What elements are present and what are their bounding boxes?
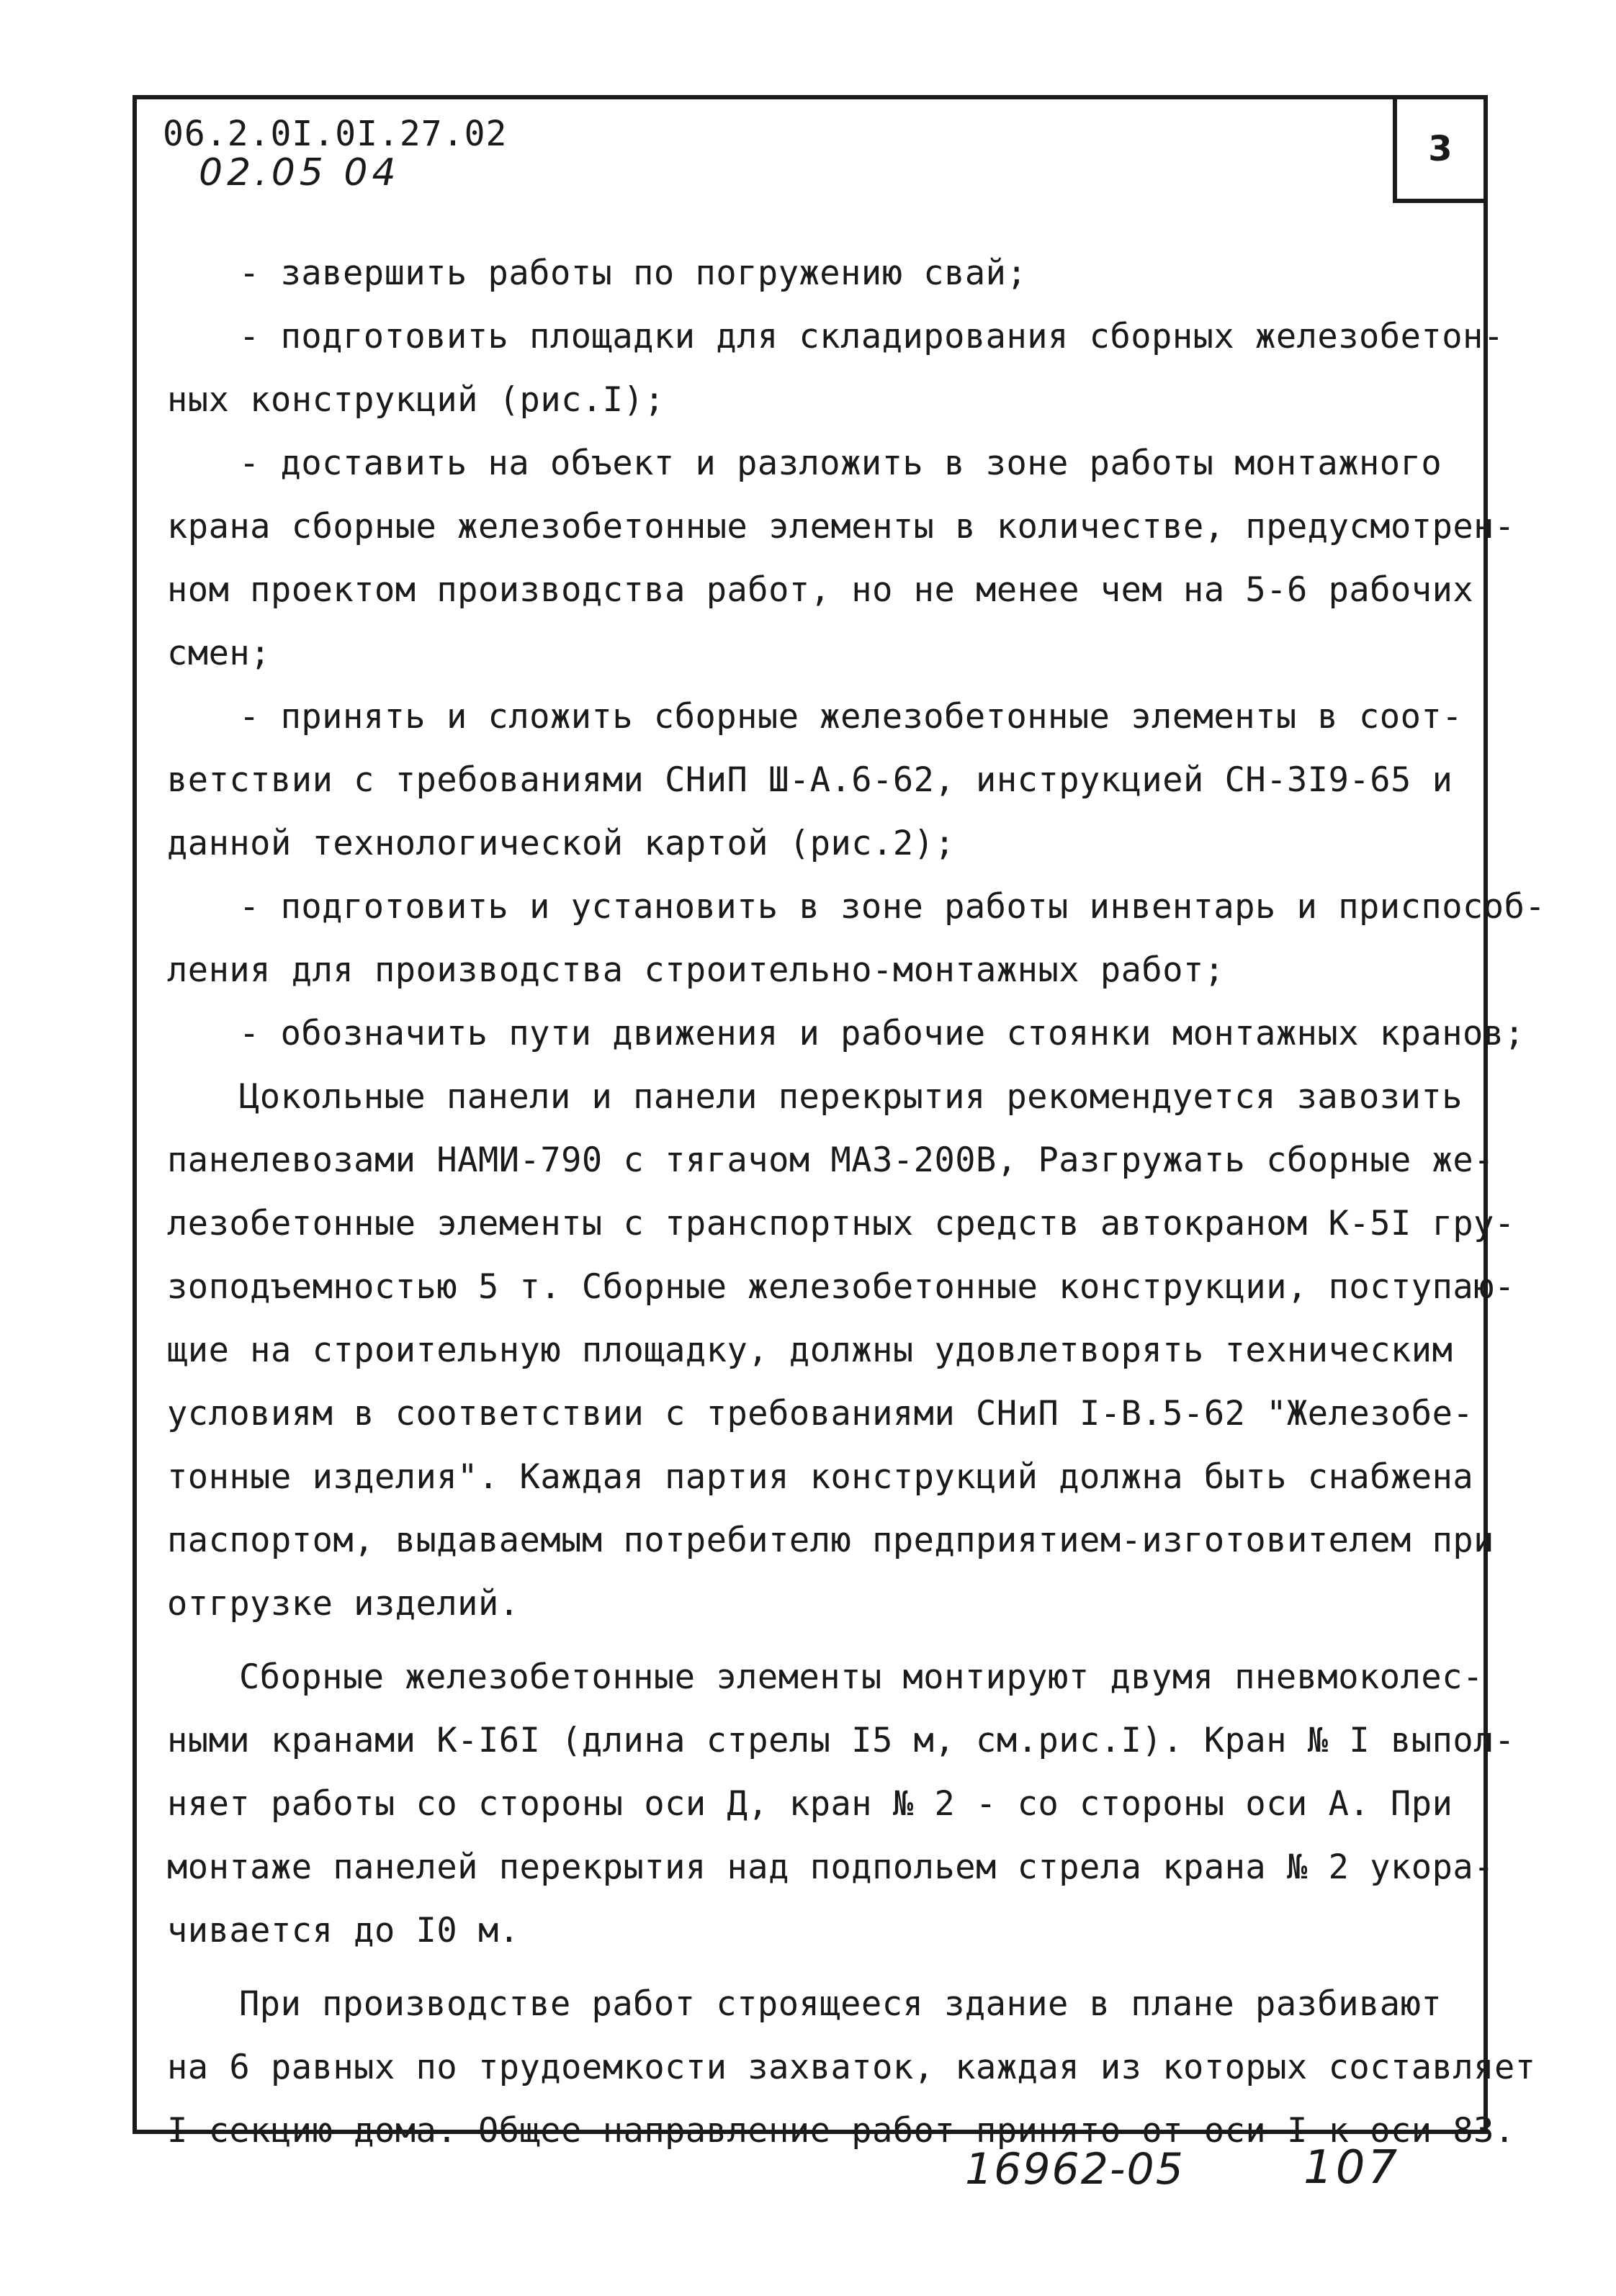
text-line: крана сборные железобетонные элементы в количестве, предусмотрен- xyxy=(167,507,1515,546)
text-line: Сборные железобетонные элементы монтируют двумя пневмоколес- xyxy=(239,1657,1483,1697)
text-line: Цокольные панели и панели перекрытия рекомендуется завозить xyxy=(239,1077,1463,1117)
text-line: данной технологической картой (рис.2); xyxy=(167,824,956,863)
text-line: отгрузке изделий. xyxy=(167,1584,520,1624)
page-number-box: 3 xyxy=(1393,95,1488,203)
text-line: ления для производства строительно-монтажных работ; xyxy=(167,950,1225,990)
text-line: лезобетонные элементы с транспортных средств автокраном К-5I гру- xyxy=(167,1204,1515,1243)
text-line: - принять и сложить сборные железобетонные элементы в соот- xyxy=(239,697,1463,737)
text-line: - подготовить площадки для складирования сборных железобетон- xyxy=(239,317,1504,356)
text-line: I секцию дома. Общее направление работ принято от оси I к оси 83. xyxy=(167,2111,1515,2151)
text-line: - обозначить пути движения и рабочие стоянки монтажных кранов; xyxy=(239,1014,1525,1053)
text-line: - доставить на объект и разложить в зоне работы монтажного xyxy=(239,444,1442,483)
footer-sheet-code: 16962-05 xyxy=(965,2144,1185,2194)
text-line: зоподъемностью 5 т. Сборные железобетонные конструкции, поступаю- xyxy=(167,1267,1515,1307)
text-line: - подготовить и установить в зоне работы инвентарь и приспособ- xyxy=(239,887,1546,927)
text-line: панелевозами НАМИ-790 с тягачом МАЗ-200В, Разгружать сборные же- xyxy=(167,1140,1494,1180)
text-line: ных конструкций (рис.I); xyxy=(167,380,665,420)
text-line: паспортом, выдаваемым потребителю предприятием-изготовителем при xyxy=(167,1521,1494,1560)
text-line: При производстве работ строящееся здание в плане разбивают xyxy=(239,1984,1442,2024)
text-line: ными кранами К-I6I (длина стрелы I5 м, см.рис.I). Кран № I выпол- xyxy=(167,1721,1515,1760)
document-code: 06.2.0I.0I.27.02 xyxy=(163,114,508,154)
text-line: на 6 равных по трудоемкости захваток, каждая из которых составляет xyxy=(167,2048,1536,2087)
text-line: - завершить работы по погружению свай; xyxy=(239,253,1028,293)
text-line: условиям в соответствии с требованиями СНиП I-В.5-62 "Железобе- xyxy=(167,1394,1474,1433)
body-text xyxy=(167,242,1546,2163)
text-line: ветствии с требованиями СНиП Ш-А.6-62, инструкцией СН-3I9-65 и xyxy=(167,760,1453,800)
document-date: 02.05 04 xyxy=(199,151,400,194)
text-line: монтаже панелей перекрытия над подпольем стрела крана № 2 укора- xyxy=(167,1847,1494,1887)
text-line: чивается до I0 м. xyxy=(167,1911,520,1950)
footer-page-number: 107 xyxy=(1303,2141,1401,2194)
text-line: смен; xyxy=(167,634,271,673)
text-line: щие на строительную площадку, должны удовлетворять техническим xyxy=(167,1331,1453,1370)
text-line: ном проектом производства работ, но не менее чем на 5-6 рабочих xyxy=(167,570,1474,610)
text-line: тонные изделия". Каждая партия конструкций должна быть снабжена xyxy=(167,1457,1474,1497)
text-line: няет работы со стороны оси Д, кран № 2 - со стороны оси А. При xyxy=(167,1784,1453,1824)
